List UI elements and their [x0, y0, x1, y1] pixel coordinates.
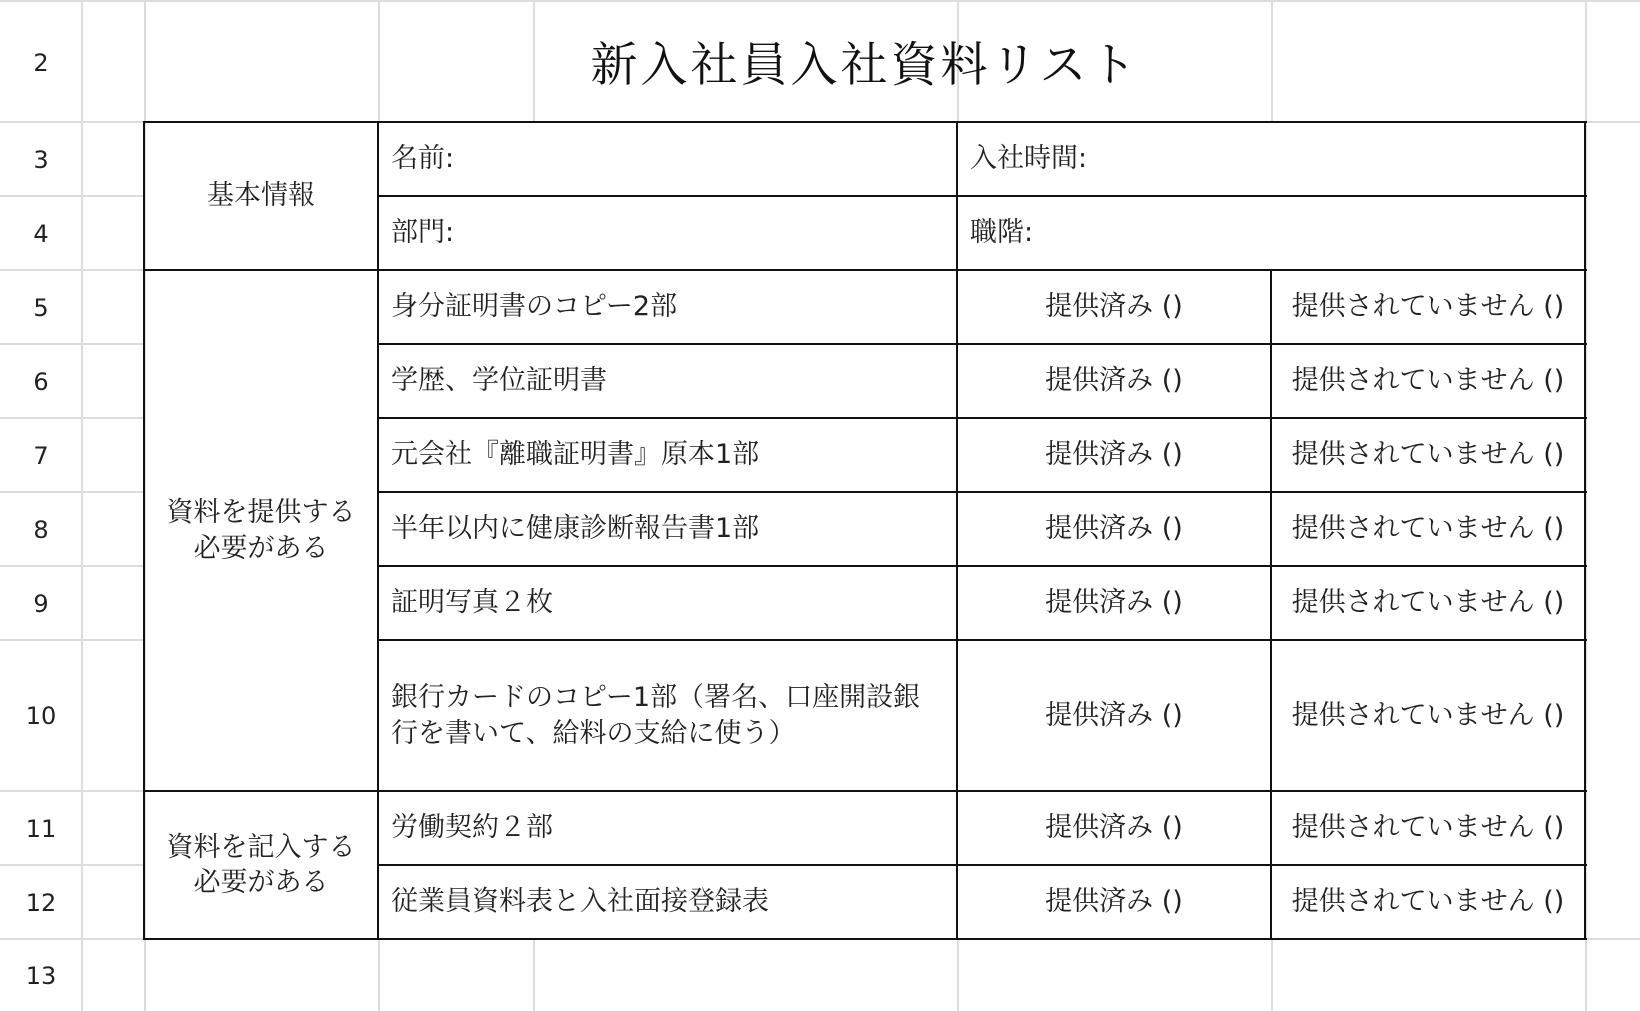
status-provided[interactable]: 提供済み () — [1045, 365, 1183, 397]
status-not-provided[interactable]: 提供されていません () — [1291, 886, 1565, 918]
status-not-provided[interactable]: 提供されていません () — [1291, 812, 1565, 844]
status-provided[interactable]: 提供済み () — [1045, 439, 1183, 471]
status-provided[interactable]: 提供済み () — [1045, 812, 1183, 844]
row-number[interactable]: 3 — [33, 145, 49, 174]
rank-field-label[interactable]: 職階: — [970, 217, 1034, 249]
status-provided[interactable]: 提供済み () — [1045, 291, 1183, 323]
section-label-fill[interactable]: 資料を記入する 必要がある — [166, 831, 356, 898]
status-not-provided[interactable]: 提供されていません () — [1291, 513, 1565, 545]
grid-line — [378, 938, 380, 1011]
status-not-provided[interactable]: 提供されていません () — [1291, 699, 1565, 731]
join-date-field-label[interactable]: 入社時間: — [970, 143, 1088, 175]
table-border — [143, 938, 1587, 940]
item-label[interactable]: 銀行カードのコピー1部（署名、口座開設銀行を書いて、給料の支給に使う） — [391, 682, 921, 749]
row-number[interactable]: 13 — [25, 961, 57, 990]
item-label[interactable]: 従業員資料表と入社面接登録表 — [391, 886, 769, 918]
row-number[interactable]: 11 — [25, 814, 57, 843]
status-not-provided[interactable]: 提供されていません () — [1291, 587, 1565, 619]
table-border — [1584, 121, 1586, 940]
grid-line — [533, 938, 535, 1011]
grid-line — [1271, 938, 1273, 1011]
row-number[interactable]: 10 — [25, 702, 57, 730]
item-label[interactable]: 身分証明書のコピー2部 — [391, 291, 678, 323]
row-number[interactable]: 9 — [33, 589, 49, 618]
status-not-provided[interactable]: 提供されていません () — [1291, 365, 1565, 397]
item-label[interactable]: 労働契約２部 — [391, 812, 553, 844]
status-provided[interactable]: 提供済み () — [1045, 886, 1183, 918]
item-label[interactable]: 元会社『離職証明書』原本1部 — [391, 439, 760, 471]
grid-line — [957, 938, 959, 1011]
row-number[interactable]: 5 — [33, 293, 49, 322]
row-number[interactable]: 6 — [33, 367, 49, 396]
item-label[interactable]: 学歴、学位証明書 — [391, 365, 607, 397]
row-number[interactable]: 7 — [33, 441, 49, 470]
row-number[interactable]: 8 — [33, 515, 49, 544]
row-number[interactable]: 4 — [33, 219, 49, 248]
status-not-provided[interactable]: 提供されていません () — [1291, 291, 1565, 323]
row-number[interactable]: 2 — [33, 48, 49, 77]
section-label-basic-info[interactable]: 基本情報 — [207, 180, 315, 212]
department-field-label[interactable]: 部門: — [391, 217, 455, 249]
status-provided[interactable]: 提供済み () — [1045, 699, 1183, 731]
row-number[interactable]: 12 — [25, 888, 57, 917]
status-not-provided[interactable]: 提供されていません () — [1291, 439, 1565, 471]
sheet-title[interactable]: 新入社員入社資料リスト — [590, 38, 1140, 93]
status-provided[interactable]: 提供済み () — [1045, 513, 1183, 545]
item-label[interactable]: 証明写真２枚 — [391, 587, 553, 619]
name-field-label[interactable]: 名前: — [391, 143, 455, 175]
status-provided[interactable]: 提供済み () — [1045, 587, 1183, 619]
item-label[interactable]: 半年以内に健康診断報告書1部 — [391, 513, 760, 545]
section-label-provide[interactable]: 資料を提供する 必要がある — [166, 497, 356, 564]
